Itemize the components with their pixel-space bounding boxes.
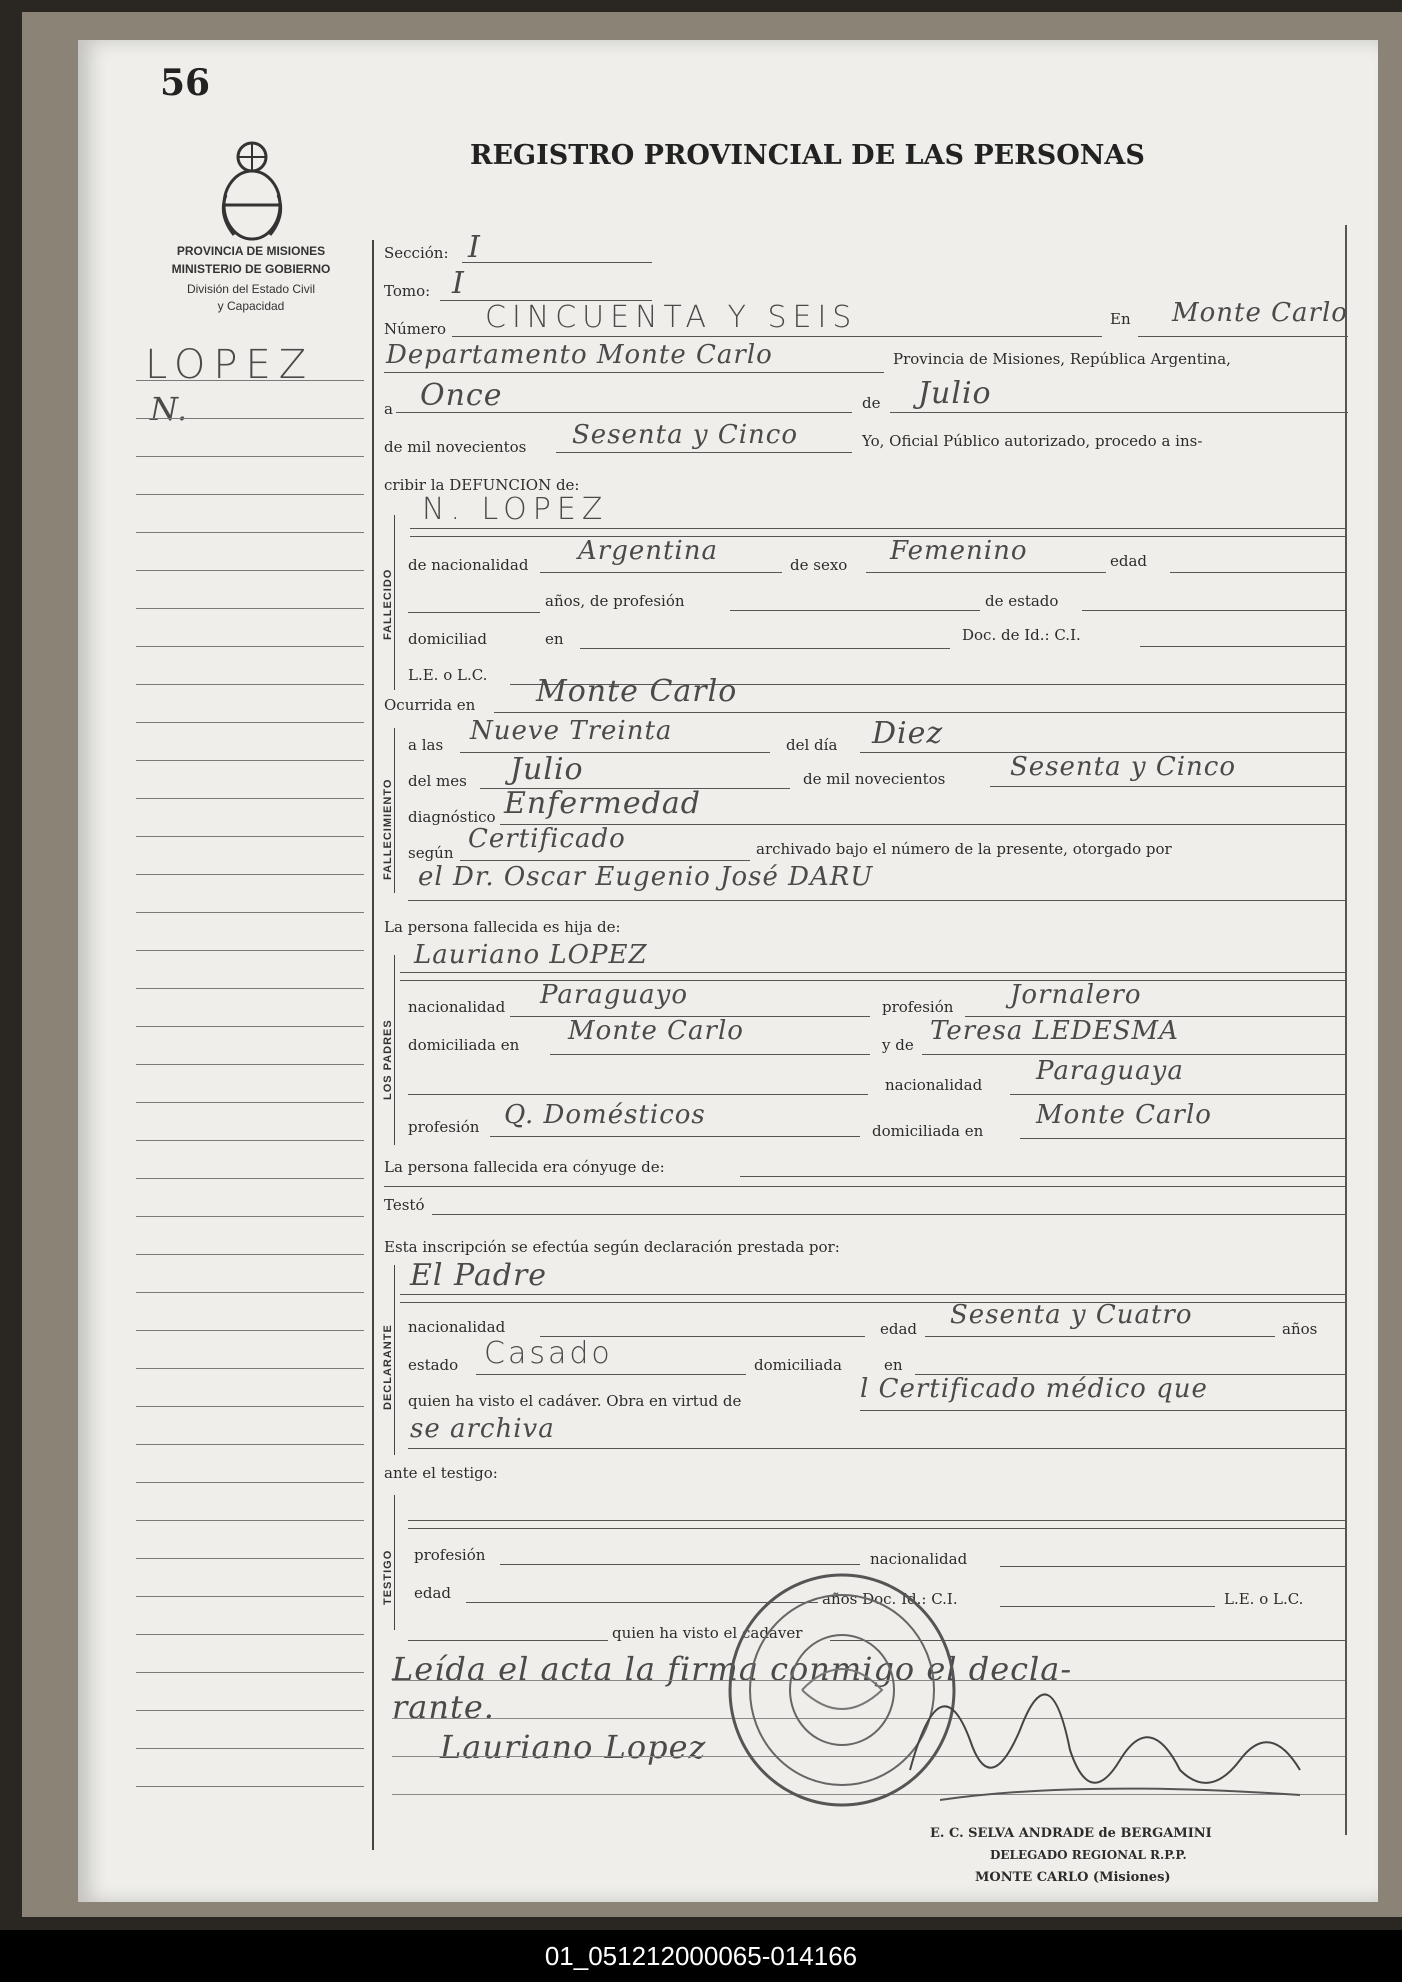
padres-bracket: [394, 955, 395, 1145]
testigo-visto-line: [408, 1640, 608, 1641]
sidebar-surname: LOPEZ: [145, 342, 315, 388]
segun-line: [460, 860, 750, 861]
sidebar-ruled-line: [136, 1292, 364, 1293]
sexo-value: Femenino: [890, 536, 1028, 566]
declarante-edad-value: Sesenta y Cuatro: [950, 1300, 1193, 1330]
testigo-profesion-label: profesión: [414, 1546, 486, 1564]
a-las-label: a las: [408, 736, 444, 754]
sidebar-header: [136, 244, 366, 313]
padre-domiciliada-label: domiciliada en: [408, 1036, 520, 1054]
sidebar-ruled-line: [136, 1482, 364, 1483]
mes-line: [890, 412, 1348, 413]
obra-line-2: [408, 1448, 1345, 1449]
departamento-value: Departamento Monte Carlo: [386, 340, 773, 370]
doc-id-label: Doc. de Id.: C.I.: [962, 626, 1081, 644]
y-de-label: y de: [882, 1036, 914, 1054]
declarante-domiciliada-label: domiciliada: [754, 1356, 842, 1374]
official-place: MONTE CARLO (Misiones): [975, 1870, 1171, 1885]
declarante-edad-label: edad: [880, 1320, 918, 1338]
de-mil-novecientos-label: de mil novecientos: [803, 770, 946, 788]
numero-line: [452, 336, 1102, 337]
province-label: PROVINCIA DE MISIONES: [176, 244, 326, 258]
diagnostico-label: diagnóstico: [408, 808, 496, 826]
obra-value: l Certificado médico que: [860, 1374, 1208, 1404]
sidebar-ruled-line: [136, 722, 364, 723]
declarante-line: [400, 1294, 1345, 1295]
sidebar-ruled-line: [136, 912, 364, 913]
nota-value-2: rante.: [392, 1688, 495, 1726]
sidebar-ruled-line: [136, 1026, 364, 1027]
testigo-line-2: [408, 1528, 1345, 1529]
declarante-estado-value: Casado: [484, 1336, 613, 1371]
yo-oficial-label: Yo, Oficial Público autorizado, procedo a ins-: [862, 432, 1203, 450]
madre-profesion-line: [490, 1136, 860, 1137]
ocurrida-line: [494, 712, 1345, 713]
seccion-label: Sección:: [384, 244, 449, 262]
fallecido-nombre-line-2: [410, 536, 1345, 537]
sidebar-ruled-line: [136, 1216, 364, 1217]
madre-domicilio-line: [1020, 1138, 1345, 1139]
padre-nacionalidad-label: nacionalidad: [408, 998, 506, 1016]
sidebar-ruled-line: [136, 1710, 364, 1711]
sidebar-initial: N.: [150, 390, 189, 428]
seccion-line: [462, 262, 652, 263]
testigo-line: [408, 1520, 1345, 1521]
del-dia-label: del día: [786, 736, 838, 754]
sidebar-ruled-line: [136, 836, 364, 837]
form-right-border: [1345, 225, 1347, 1835]
testigo-le-lc-label: L.E. o L.C.: [1224, 1590, 1304, 1608]
madre-domiciliada-label: domiciliada en: [872, 1122, 984, 1140]
en-label-2: en: [545, 630, 564, 648]
nacionalidad-value: Argentina: [578, 536, 718, 566]
sidebar-ruled-line: [136, 1064, 364, 1065]
sidebar-ruled-line: [136, 1634, 364, 1635]
anio-fallec-line: [990, 786, 1345, 787]
sidebar-ruled-line: [136, 608, 364, 609]
madre-nacionalidad-value: Paraguaya: [1036, 1056, 1184, 1086]
official-name: E. C. SELVA ANDRADE de BERGAMINI: [930, 1826, 1212, 1841]
declarante-edad-line: [925, 1336, 1275, 1337]
le-lc-label: L.E. o L.C.: [408, 666, 488, 684]
tomo-value: I: [452, 266, 465, 301]
side-label-padres: LOS PADRES: [382, 1019, 394, 1100]
de-mil-label: de mil novecientos: [384, 438, 527, 456]
sidebar-ruled-line: [136, 418, 364, 419]
quien-visto-label: quien ha visto el cadáver. Obra en virtud de: [408, 1392, 742, 1410]
numero-label: Número: [384, 320, 447, 338]
sidebar-ruled-line: [136, 874, 364, 875]
sidebar-ruled-line: [136, 1596, 364, 1597]
sidebar-ruled-line: [136, 1330, 364, 1331]
side-label-fallecimiento: FALLECIMIENTO: [382, 778, 394, 880]
sidebar-ruled-line: [136, 380, 364, 381]
otorgado-line: [408, 900, 1345, 901]
declarante-estado-label: estado: [408, 1356, 459, 1374]
anio-fallec-value: Sesenta y Cinco: [1010, 752, 1237, 782]
testigo-anos-doc-label: años Doc. Id.: C.I.: [822, 1590, 958, 1608]
edad-label: edad: [1110, 552, 1148, 570]
de-estado-label: de estado: [985, 592, 1059, 610]
segun-value: Certificado: [468, 824, 626, 854]
anio-value: Sesenta y Cinco: [572, 420, 799, 450]
fallecido-bracket: [394, 515, 395, 690]
testigo-edad-label: edad: [414, 1584, 452, 1602]
madre-profesion-label: profesión: [408, 1118, 480, 1136]
declarante-en-label: en: [884, 1356, 903, 1374]
obra-line: [860, 1410, 1345, 1411]
lugar-line: [1138, 336, 1348, 337]
ante-testigo-label: ante el testigo:: [384, 1464, 498, 1482]
coat-of-arms-emblem: [212, 135, 292, 245]
numero-value: CINCUENTA Y SEIS: [485, 300, 858, 335]
testigo-bracket: [394, 1495, 395, 1630]
estado-line: [1082, 610, 1345, 611]
ocurrida-en-label: Ocurrida en: [384, 696, 476, 714]
division-label: División del Estado Civil: [186, 282, 316, 296]
doc-id-line: [1140, 646, 1345, 647]
sidebar-ruled-line: [136, 1368, 364, 1369]
anio-line: [556, 452, 852, 453]
sidebar-ruled-line: [136, 1748, 364, 1749]
edad-line-2: [408, 612, 540, 613]
a-label: a: [384, 400, 393, 418]
madre-domicilio-value: Monte Carlo: [1036, 1100, 1212, 1130]
sidebar-ruled-line: [136, 532, 364, 533]
official-title: DELEGADO REGIONAL R.P.P.: [990, 1848, 1187, 1862]
firma-declarante: Lauriano Lopez: [440, 1728, 707, 1766]
sexo-line: [866, 572, 1106, 573]
anos-profesion-label: años, de profesión: [545, 592, 685, 610]
tomo-label: Tomo:: [384, 282, 431, 300]
page-title: REGISTRO PROVINCIAL DE LAS PERSONAS: [470, 140, 1145, 171]
fallecido-nombre-value: N. LOPEZ: [422, 492, 609, 527]
sidebar-ruled-line: [136, 798, 364, 799]
testo-label: Testó: [384, 1196, 425, 1214]
sidebar-ruled-line: [136, 570, 364, 571]
image-caption: 01_051212000065-014166: [0, 1930, 1402, 1982]
sidebar-ruled-line: [136, 1672, 364, 1673]
testo-line: [432, 1214, 1345, 1215]
padre-profesion-value: Jornalero: [1010, 980, 1142, 1010]
del-mes-label: del mes: [408, 772, 467, 790]
fallecido-nombre-line: [410, 528, 1345, 529]
en-label: En: [1110, 310, 1131, 328]
padre-domicilio-value: Monte Carlo: [568, 1016, 744, 1046]
domicilio-line: [580, 648, 950, 649]
sidebar-ruled-line: [136, 950, 364, 951]
madre-profesion-value: Q. Domésticos: [504, 1100, 706, 1130]
sidebar-ruled-line: [136, 1102, 364, 1103]
sidebar-ruled-line: [136, 456, 364, 457]
madre-nacionalidad-line: [1010, 1094, 1345, 1095]
sidebar-ruled-line: [136, 1786, 364, 1787]
dia-fallec-value: Diez: [872, 716, 944, 751]
hora-line: [460, 752, 770, 753]
declarante-bracket: [394, 1265, 395, 1455]
de-sexo-label: de sexo: [790, 556, 848, 574]
domiciliad-label: domiciliad: [408, 630, 487, 648]
form-left-border: [372, 240, 374, 1850]
diagnostico-value: Enfermedad: [504, 786, 701, 821]
madre-line-2: [408, 1094, 868, 1095]
sidebar-ruled-line: [136, 1520, 364, 1521]
padre-line: [400, 972, 1345, 973]
sidebar-ruled-line: [136, 760, 364, 761]
conyuge-line: [740, 1176, 1345, 1177]
sidebar-ruled-line: [136, 646, 364, 647]
side-label-testigo: TESTIGO: [382, 1549, 394, 1605]
declarante-anos-label: años: [1282, 1320, 1318, 1338]
testigo-quien-visto-label: quien ha visto el cadáver: [612, 1624, 803, 1642]
division-label-2: y Capacidad: [217, 299, 285, 313]
dia-value: Once: [420, 378, 503, 413]
declarante-value: El Padre: [410, 1258, 548, 1293]
madre-nacionalidad-label: nacionalidad: [885, 1076, 983, 1094]
padre-domicilio-line: [550, 1054, 870, 1055]
edad-line: [1170, 572, 1345, 573]
side-label-fallecido: FALLECIDO: [382, 568, 394, 640]
departamento-line: [384, 372, 884, 373]
sidebar-ruled-line: [136, 1254, 364, 1255]
madre-value: Teresa LEDESMA: [930, 1016, 1179, 1046]
sidebar-ruled-line: [136, 1444, 364, 1445]
inscripcion-label: Esta inscripción se efectúa según declaración prestada por:: [384, 1238, 840, 1256]
sidebar-ruled-line: [136, 494, 364, 495]
provincia-label: Provincia de Misiones, República Argentina,: [893, 350, 1231, 368]
diagnostico-line: [500, 824, 1345, 825]
madre-line: [922, 1054, 1345, 1055]
fallecimiento-bracket: [394, 728, 395, 893]
archivado-label: archivado bajo el número de la presente, otorgado por: [756, 840, 1172, 858]
mes-fallec-value: Julio: [510, 752, 584, 787]
otorgado-value: el Dr. Oscar Eugenio José DARU: [418, 862, 874, 892]
padre-nacionalidad-value: Paraguayo: [540, 980, 688, 1010]
testigo-nacionalidad-line: [1000, 1566, 1345, 1567]
testigo-doc-line: [1000, 1606, 1215, 1607]
padre-value: Lauriano LOPEZ: [414, 940, 648, 970]
padre-profesion-label: profesión: [882, 998, 954, 1016]
persona-hija-label: La persona fallecida es hija de:: [384, 918, 621, 936]
profesion-line: [730, 610, 980, 611]
testigo-nacionalidad-label: nacionalidad: [870, 1550, 968, 1568]
conyuge-label: La persona fallecida era cónyuge de:: [384, 1158, 665, 1176]
mes-value: Julio: [918, 376, 992, 411]
de-nacionalidad-label: de nacionalidad: [408, 556, 529, 574]
declarante-nacionalidad-label: nacionalidad: [408, 1318, 506, 1336]
declarante-estado-line: [476, 1374, 746, 1375]
segun-label: según: [408, 844, 454, 862]
cribir-label: cribir la DEFUNCION de:: [384, 476, 580, 494]
sidebar-ruled-line: [136, 1558, 364, 1559]
page-number: 56: [160, 62, 211, 104]
testigo-profesion-line: [500, 1564, 860, 1565]
sidebar-ruled-line: [136, 1406, 364, 1407]
conyuge-line-2: [384, 1186, 1345, 1187]
sidebar-ruled-line: [136, 684, 364, 685]
nacionalidad-line: [540, 572, 782, 573]
sidebar-ruled-line: [136, 988, 364, 989]
sidebar-ruled-line: [136, 1178, 364, 1179]
lugar-value: Monte Carlo: [1172, 298, 1348, 328]
ocurrida-value: Monte Carlo: [536, 674, 738, 709]
side-label-declarante: DECLARANTE: [382, 1324, 394, 1410]
hora-value: Nueve Treinta: [470, 716, 673, 746]
seccion-value: I: [468, 230, 481, 265]
nota-value: Leída el acta la firma conmigo el decla-: [392, 1650, 1073, 1688]
declarante-line-2: [400, 1302, 1345, 1303]
ministry-label: MINISTERIO DE GOBIERNO: [171, 262, 331, 276]
obra-cont-value: se archiva: [410, 1414, 555, 1444]
sidebar-ruled-line: [136, 1140, 364, 1141]
de-label: de: [862, 394, 881, 412]
